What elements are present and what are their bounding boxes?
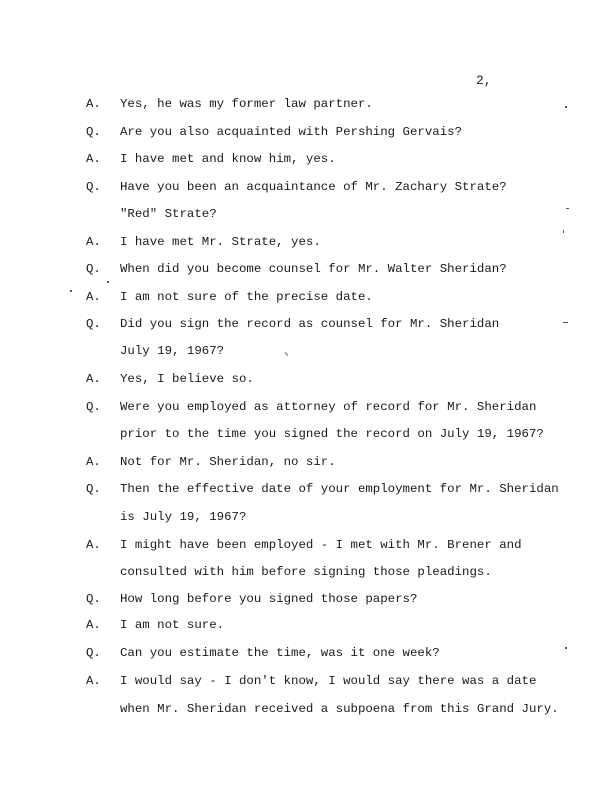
speaker-label: Q. (86, 482, 101, 496)
testimony-line: is July 19, 1967? (120, 510, 247, 524)
testimony-line: Then the effective date of your employment for Mr. Sheridan (120, 482, 559, 496)
speaker-label: Q. (86, 262, 101, 276)
speaker-label: A. (86, 674, 101, 688)
speaker-label: A. (86, 372, 101, 386)
testimony-line: I might have been employed - I met with Mr. Brener and (120, 538, 522, 552)
testimony-line: July 19, 1967? (120, 344, 225, 358)
testimony-line: Are you also acquainted with Pershing Gervais? (120, 125, 463, 139)
testimony-line: I would say - I don't know, I would say there was a date (120, 674, 537, 688)
scan-speck (566, 208, 569, 209)
scan-speck (563, 322, 568, 323)
speaker-label: A. (86, 455, 101, 469)
testimony-line: How long before you signed those papers? (120, 592, 418, 606)
speaker-label: A. (86, 618, 101, 632)
scan-speck (565, 647, 567, 649)
testimony-line: when Mr. Sheridan received a subpoena from this Grand Jury. (120, 702, 559, 716)
testimony-line: prior to the time you signed the record on July 19, 1967? (120, 427, 544, 441)
page-number: 2, (476, 73, 492, 88)
speaker-label: A. (86, 97, 101, 111)
testimony-line: consulted with him before signing those pleadings. (120, 565, 492, 579)
speaker-label: Q. (86, 180, 101, 194)
testimony-line: Have you been an acquaintance of Mr. Zachary Strate? (120, 180, 507, 194)
scan-speck (107, 281, 109, 283)
testimony-line: I am not sure of the precise date. (120, 290, 373, 304)
speaker-label: Q. (86, 125, 101, 139)
testimony-line: Yes, he was my former law partner. (120, 97, 373, 111)
scan-speck (565, 106, 567, 108)
testimony-line: When did you become counsel for Mr. Walter Sheridan? (120, 262, 507, 276)
testimony-line: I have met Mr. Strate, yes. (120, 235, 321, 249)
scan-speck (563, 230, 564, 233)
speaker-label: Q. (86, 317, 101, 331)
testimony-line: I have met and know him, yes. (120, 152, 336, 166)
speaker-label: Q. (86, 646, 101, 660)
scan-speck (70, 290, 72, 292)
testimony-line: Not for Mr. Sheridan, no sir. (120, 455, 336, 469)
testimony-line: I am not sure. (120, 618, 225, 632)
testimony-line: Yes, I believe so. (120, 372, 254, 386)
speaker-label: A. (86, 152, 101, 166)
testimony-line: "Red" Strate? (120, 207, 217, 221)
speaker-label: Q. (86, 400, 101, 414)
scan-speck (285, 352, 288, 356)
speaker-label: A. (86, 538, 101, 552)
testimony-line: Did you sign the record as counsel for Mr. Sheridan (120, 317, 500, 331)
testimony-line: Were you employed as attorney of record for Mr. Sheridan (120, 400, 537, 414)
speaker-label: A. (86, 290, 101, 304)
testimony-line: Can you estimate the time, was it one week? (120, 646, 440, 660)
speaker-label: Q. (86, 592, 101, 606)
speaker-label: A. (86, 235, 101, 249)
